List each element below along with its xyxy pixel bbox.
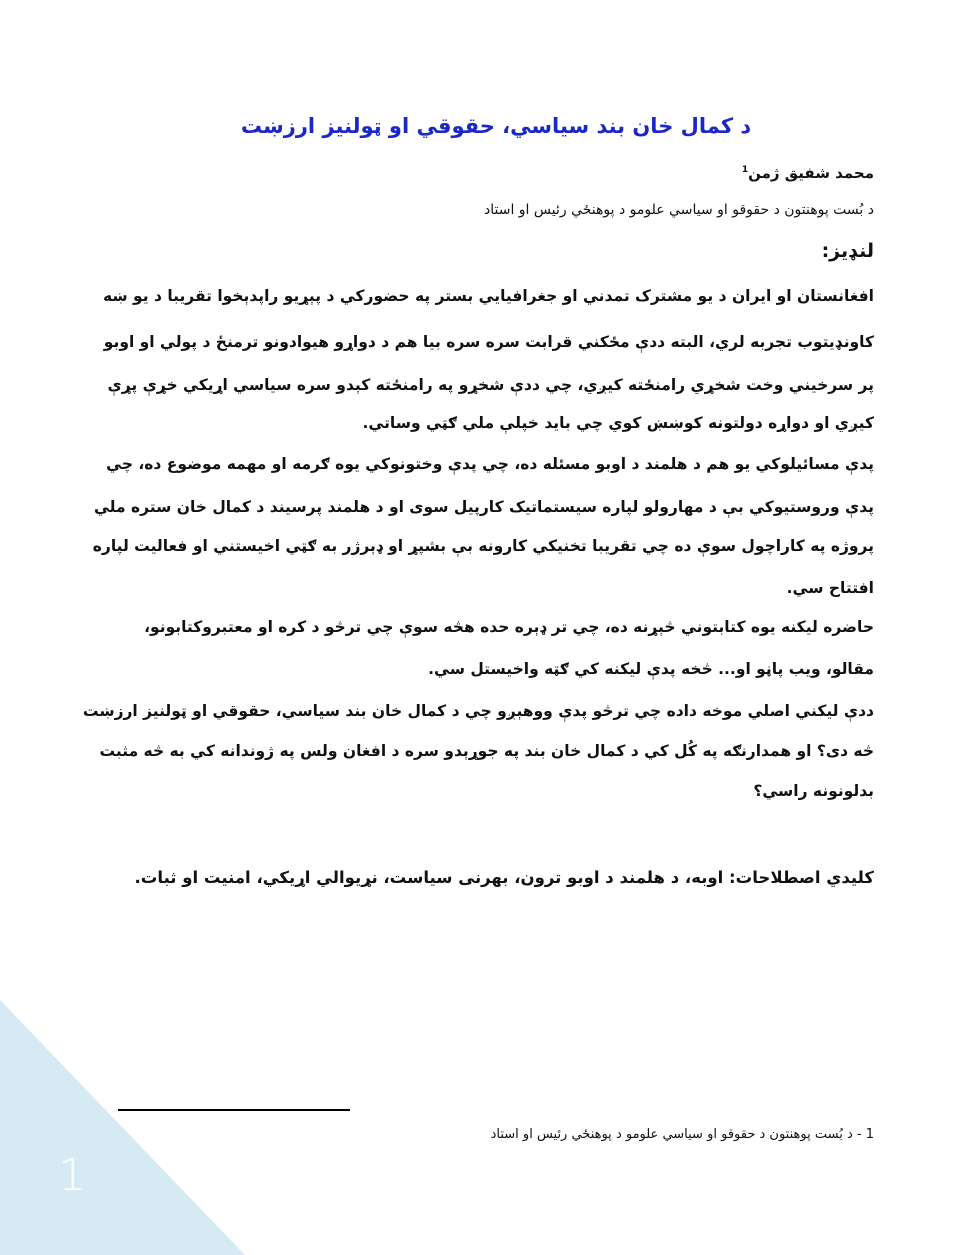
author-text: محمد شفیق ژمن	[748, 164, 874, 182]
author-affiliation: د بُست پوهنتون د حقوقو او سیاسي علومو د پوهنځي رئیس او استاد	[484, 202, 874, 218]
abstract-line: بدلونونه راسي؟	[753, 782, 874, 800]
abstract-line: پدې مسائيلوکي يو هم د هلمند د اوبو مسئله ده، چي پدې وختونوکي يوه ګرمه او مهمه موضوع ده، چي	[106, 455, 874, 473]
abstract-line: افغانستان او ايران د يو مشترک تمدني او جغرافيايي بستر په حضورکي د پېړيو راپدېخوا تقريبا د يو ښه	[103, 287, 874, 305]
corner-decoration	[0, 1000, 245, 1255]
abstract-line: پدې وروستيوکي بې د مهارولو لپاره سيستماتيک کارپيل سوی او د هلمند پرسيند د کمال خان ستره ملي	[93, 498, 874, 516]
abstract-line: پروژه په کاراچول سوې ده چي تقريبا تخنيکي کارونه بې بشپړ او ډېرژر به ګټي اخيستني او فعاليت لپاره	[92, 537, 874, 555]
page-number: 1	[58, 1150, 86, 1201]
author-name	[118, 164, 874, 182]
abstract-line: پر سرخيني وخت شخړي رامنځته کيږي، چي ددې شخړو په رامنځته کېدو سره سياسي اړيکي خړې پړې	[107, 376, 874, 394]
abstract-line: افتتاح سي.	[786, 579, 874, 597]
abstract-heading: لنډيز:	[821, 240, 874, 262]
footnote-mark: 1	[741, 165, 749, 175]
footnote: 1 - د بُست پوهنتون د حقوقو او سیاسي علومو د پوهنځي رئیس او استاد	[490, 1127, 874, 1142]
abstract-line: کيږي او دواړه دولتونه کوښښ کوي چي بايد خپلې ملي ګټي وساتي.	[362, 414, 874, 432]
abstract-line: حاضره ليکنه يوه کتابتوني څېړنه ده، چي تر ډېره حده هڅه سوې چي ترڅو د کره او معتبروکتابونو،	[144, 618, 874, 636]
keywords: کليدي اصطلاحات: اوبه، د هلمند د اوبو ترون، بهرنی سياست، نړيوالي اړيکي، امنيت او ثبات.	[134, 868, 874, 887]
page-title: د کمال خان بند سیاسي، حقوقي او ټولنيز ارزښت	[240, 114, 752, 138]
abstract-line: څه دی؟ او همدارنګه په کُل کي د کمال خان بند په جوړېدو سره د افغان ولس په ژوندانه کي به څه مثبت	[99, 742, 874, 760]
abstract-line: کاونډيتوب تجربه لري، البته ددې مځکني قرابت سره سره بيا هم د دواړو هيوادونو ترمنځ د پولي او اوبو	[103, 333, 874, 351]
abstract-line: ددې ليکني اصلي موخه داده چي ترڅو پدې ووهېږو چي د کمال خان بند سياسي، حقوقي او ټولنيز ارزښت	[82, 702, 874, 720]
abstract-line: مقالو، ويب پاڼو او... څخه پدې ليکنه کي ګټه واخيستل سي.	[428, 660, 874, 678]
